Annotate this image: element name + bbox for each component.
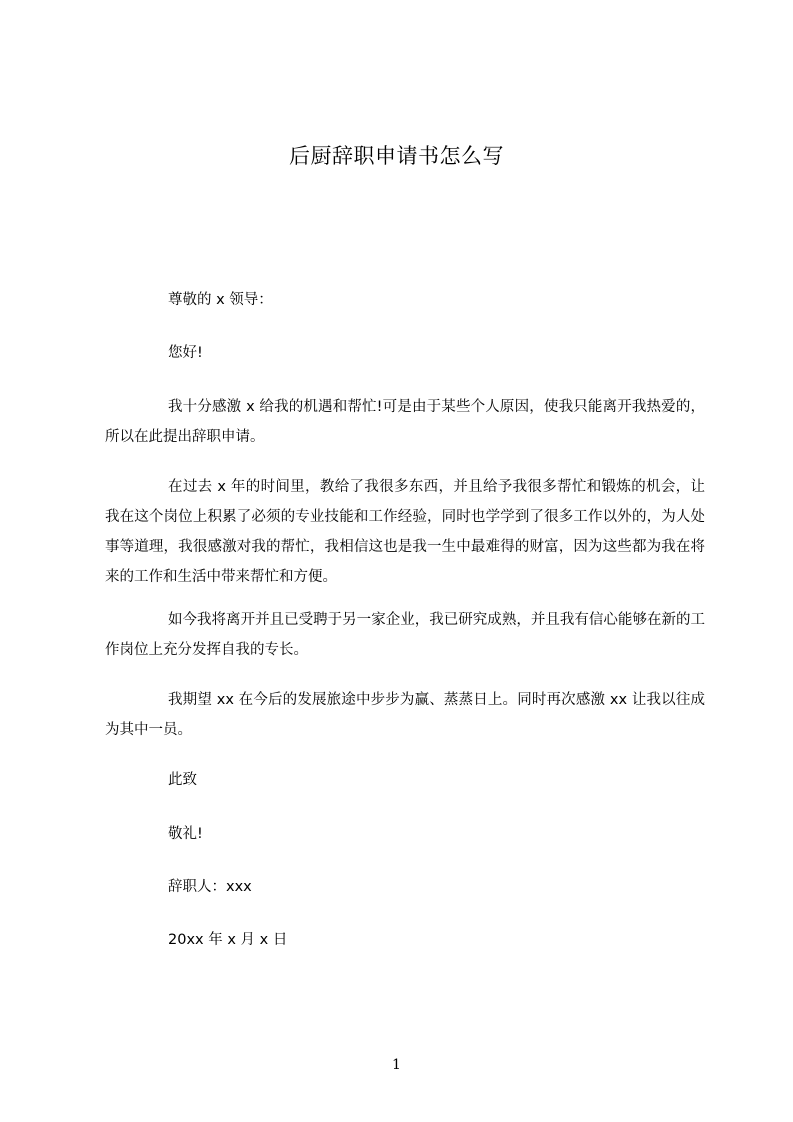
page-number: 1 (392, 1057, 401, 1073)
document-title: 后厨辞职申请书怎么写 (289, 144, 504, 168)
paragraph-wishes: 我期望 xx 在今后的发展旅途中步步为赢、蒸蒸日上。同时再次感激 xx 让我以往成为其中一员。 (105, 692, 705, 738)
salutation: 尊敬的 x 领导： (168, 292, 273, 308)
signature: 辞职人：xxx (168, 879, 252, 895)
regards: 敬礼! (168, 826, 203, 842)
closing: 此致 (168, 772, 197, 788)
paragraph-experience: 在过去 x 年的时间里，教给了我很多东西，并且给予我很多帮忙和锻炼的机会，让我在这个岗位上积累了必须的专业技能和工作经验，同时也学学到了很多工作以外的，为人处事等道理，我很感激对我的帮忙，我相信这也是我一生中最难得的财富，因为这些都为我在将来的工作和生活中带来帮忙和方便。 (105, 479, 705, 585)
paragraph-gratitude: 我十分感激 x 给我的机遇和帮忙!可是由于某些个人原因，使我只能离开我热爱的，所以在此提出辞职申请。 (105, 399, 705, 445)
paragraph-new-job: 如今我将离开并且已受聘于另一家企业，我已研究成熟，并且我有信心能够在新的工作岗位上充分发挥自我的专长。 (105, 612, 705, 658)
date: 20xx 年 x 月 x 日 (168, 932, 288, 948)
greeting: 您好! (168, 345, 203, 361)
